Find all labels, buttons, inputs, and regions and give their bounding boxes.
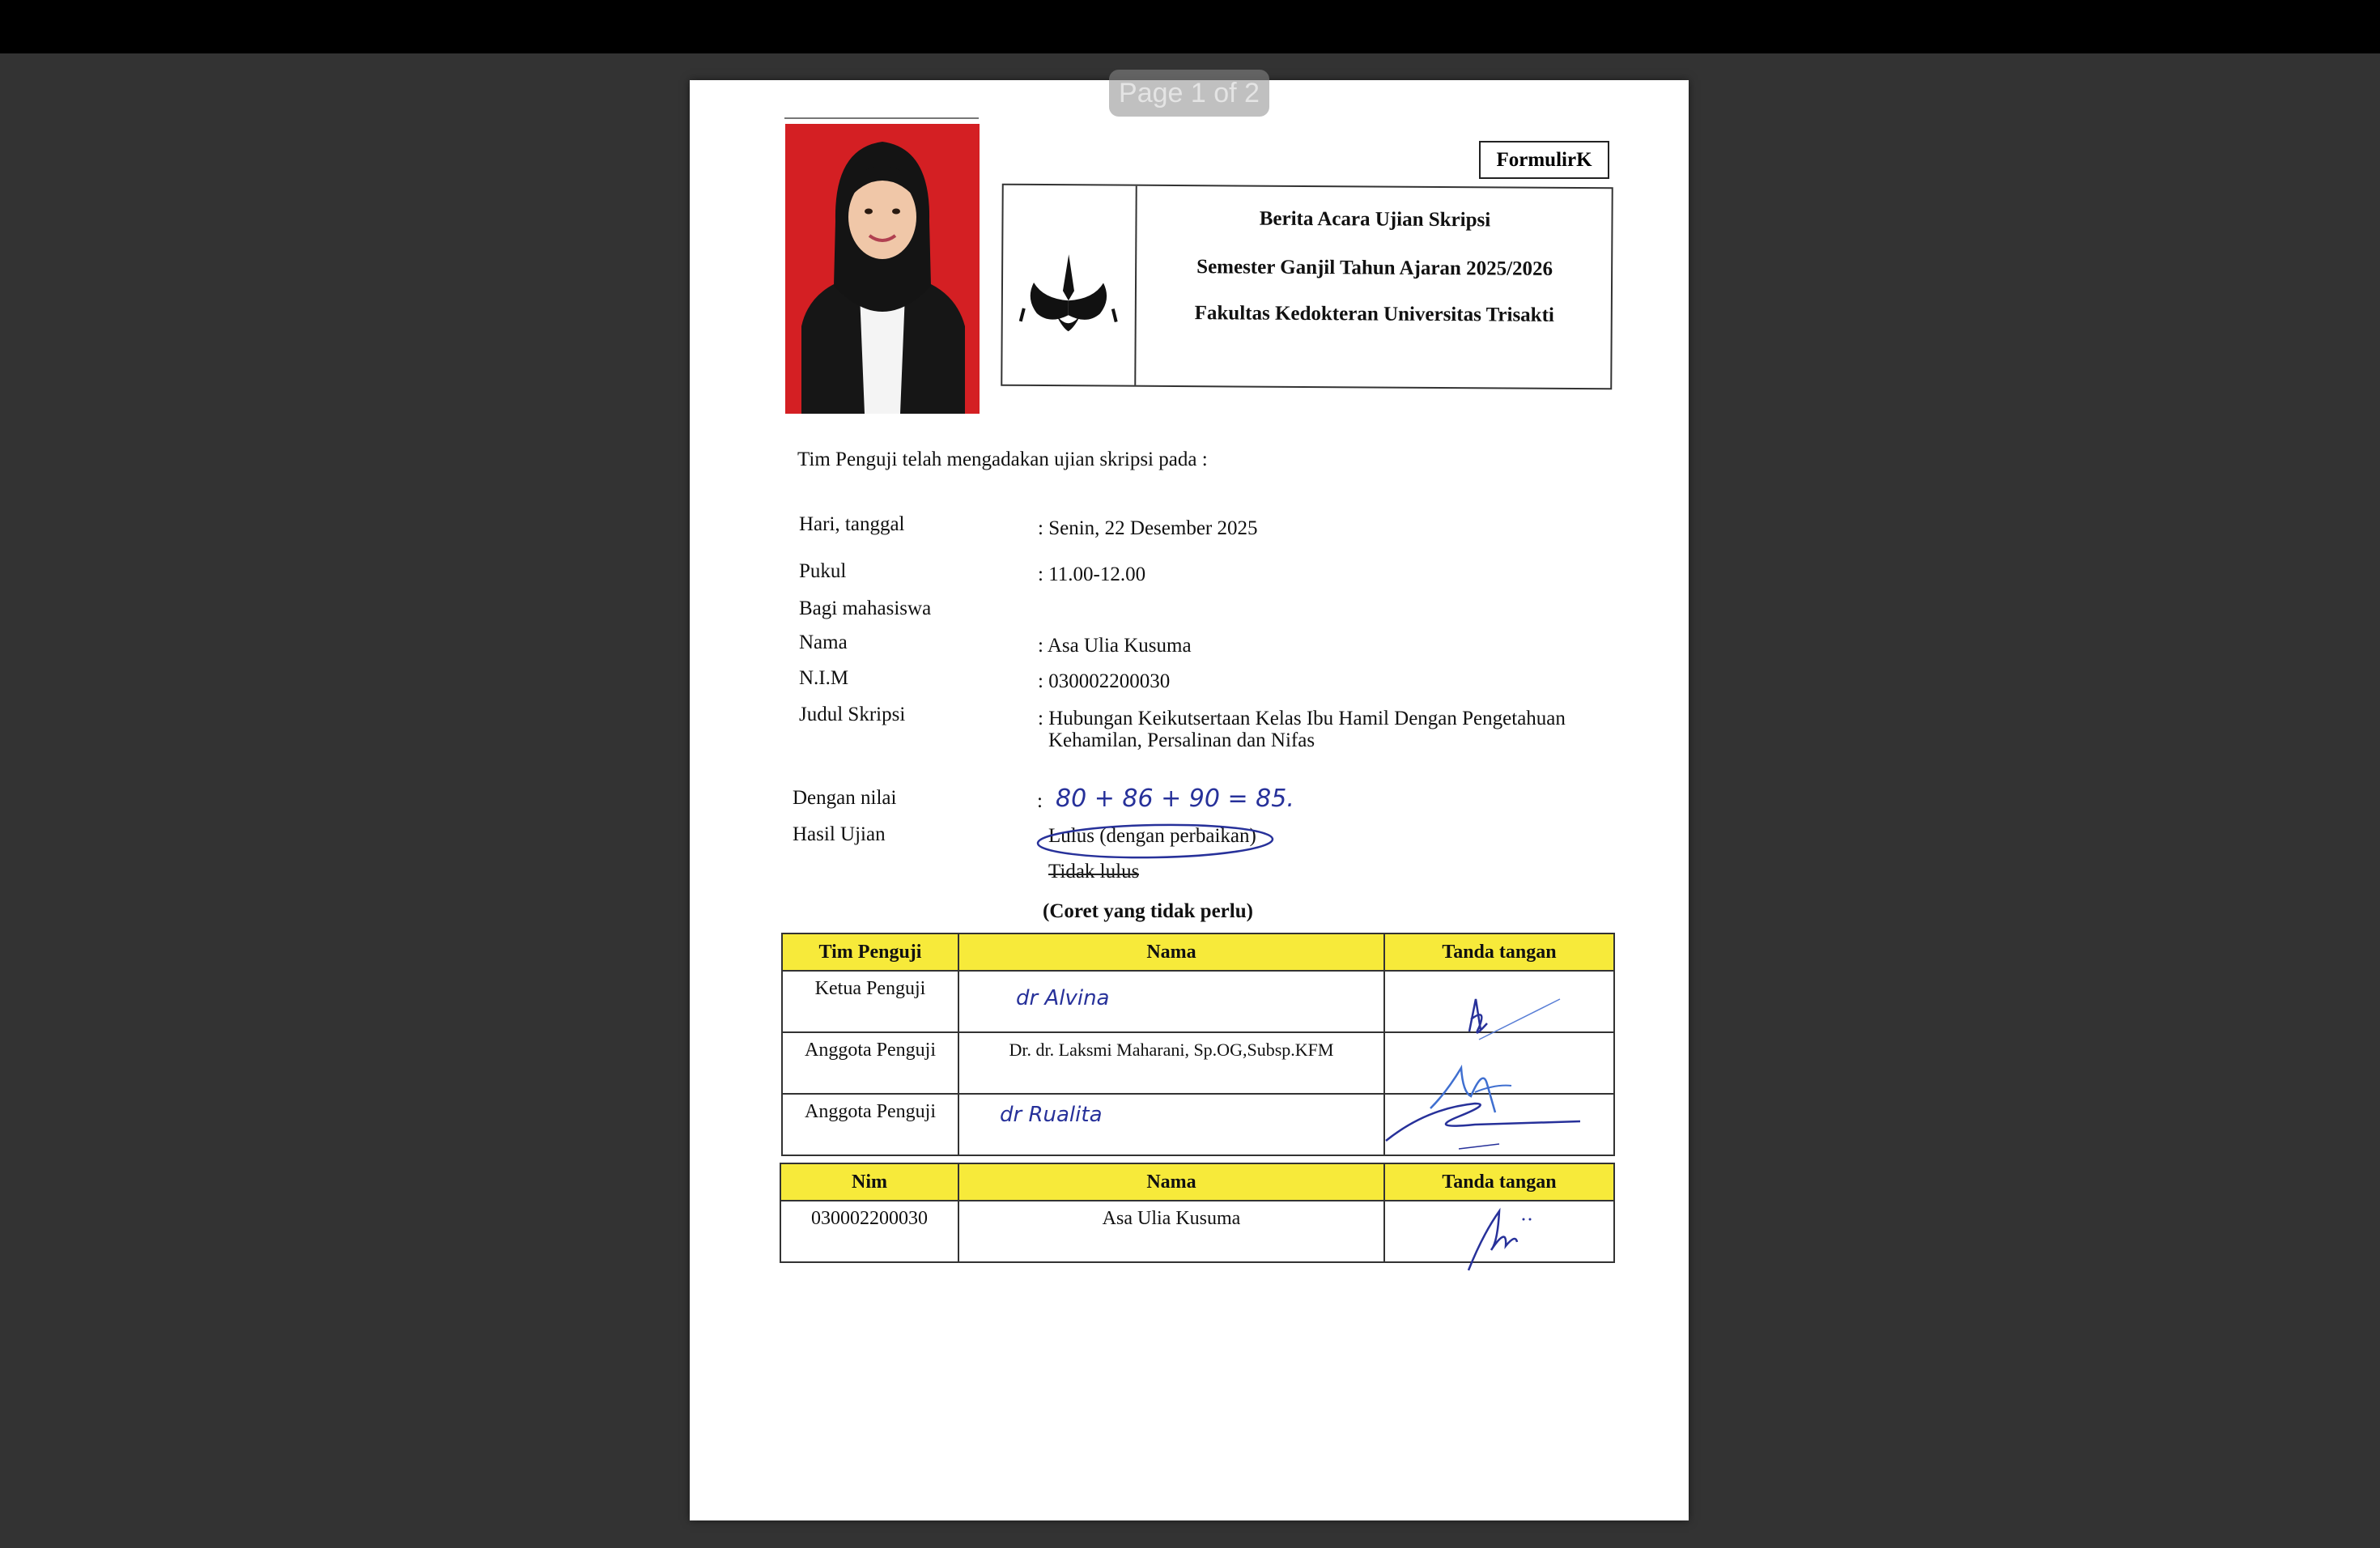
examiner-role: Ketua Penguji	[782, 971, 958, 1032]
header-title: Berita Acara Ujian Skripsi	[1259, 207, 1491, 232]
examiner-name: Dr. dr. Laksmi Maharani, Sp.OG,Subsp.KFM	[958, 1032, 1384, 1094]
judul-label: Judul Skripsi	[799, 704, 906, 725]
signature-anggota-2	[1378, 1092, 1588, 1157]
header-nim: Nim	[780, 1163, 958, 1201]
photo-top-line	[784, 117, 979, 119]
examiners-header-row	[782, 933, 1614, 971]
page-indicator: Page 1 of 2	[1109, 70, 1269, 117]
nama-value: : Asa Ulia Kusuma	[1038, 635, 1192, 657]
pukul-label: Pukul	[799, 560, 847, 582]
lulus-circle-mark	[1034, 819, 1277, 867]
examiner-role: Anggota Penguji	[782, 1032, 958, 1094]
header-semester: Semester Ganjil Tahun Ajaran 2025/2026	[1196, 256, 1553, 280]
header-tim-penguji: Tim Penguji	[782, 933, 958, 971]
university-logo-icon	[1019, 250, 1119, 340]
nilai-handwritten: 80 + 86 + 90 = 85.	[1056, 785, 1294, 813]
header-tanda-tangan: Tanda tangan	[1384, 933, 1614, 971]
coret-note: (Coret yang tidak perlu)	[1043, 900, 1253, 922]
header-nama: Nama	[958, 933, 1384, 971]
signature-student	[1459, 1201, 1556, 1274]
student-header-row	[780, 1163, 1614, 1201]
judul-value-line2: Kehamilan, Persalinan dan Nifas	[1048, 729, 1315, 751]
nim-label: N.I.M	[799, 667, 849, 689]
nim-value: : 030002200030	[1038, 670, 1171, 692]
pukul-value: : 11.00-12.00	[1038, 563, 1146, 585]
bagi-mahasiswa-label: Bagi mahasiswa	[799, 598, 932, 619]
tidak-lulus-strike-line	[1048, 874, 1139, 875]
form-code-box: FormulirK	[1479, 141, 1609, 179]
hari-label: Hari, tanggal	[799, 513, 905, 535]
judul-value-line1: : Hubungan Keikutsertaan Kelas Ibu Hamil Dengan Pengetahuan	[1038, 708, 1566, 729]
document-header-box	[1001, 184, 1613, 390]
header-nama: Nama	[958, 1163, 1384, 1201]
hari-value: : Senin, 22 Desember 2025	[1038, 517, 1258, 539]
nilai-label: Dengan nilai	[793, 787, 897, 809]
nama-label: Nama	[799, 632, 848, 653]
header-faculty: Fakultas Kedokteran Universitas Trisakti	[1194, 302, 1554, 326]
student-nim: 030002200030	[780, 1201, 958, 1262]
examiner-name: dr Rualita	[958, 1094, 1384, 1155]
document-page[interactable]	[690, 80, 1689, 1520]
student-photo	[785, 124, 980, 414]
student-name: Asa Ulia Kusuma	[958, 1201, 1384, 1262]
hasil-label: Hasil Ujian	[793, 823, 886, 845]
hasil-option-lulus: Lulus (dengan perbaikan)	[1048, 825, 1256, 847]
viewer-top-bar	[0, 0, 2380, 53]
nilai-colon: :	[1037, 790, 1043, 812]
examiner-role: Anggota Penguji	[782, 1094, 958, 1155]
hasil-option-tidak-lulus: Tidak lulus	[1048, 861, 1140, 882]
intro-text: Tim Penguji telah mengadakan ujian skripsi pada :	[797, 449, 1208, 470]
examiner-name: dr Alvina	[958, 971, 1384, 1032]
header-tanda-tangan: Tanda tangan	[1384, 1163, 1614, 1201]
